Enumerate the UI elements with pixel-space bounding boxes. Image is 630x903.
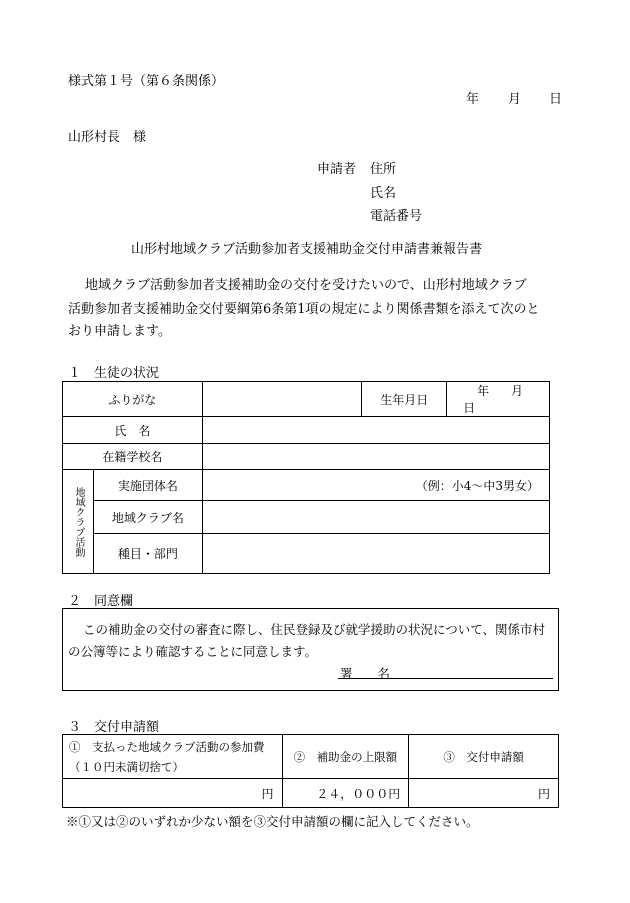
birth-month-label: 月	[510, 384, 523, 398]
school-label: 在籍学校名	[63, 444, 203, 470]
section3-heading: ３ 交付申請額	[68, 720, 160, 735]
org-field[interactable]	[202, 470, 549, 501]
paid-fee-header-line-1: ① 支払った地域クラブ活動の参加費	[69, 739, 265, 754]
form-number: 様式第１号（第６条関係）	[68, 74, 225, 89]
document-title: 山形村地域クラブ活動参加者支援補助金交付申請書兼報告書	[131, 242, 483, 257]
name-row-label: 氏 名	[63, 417, 203, 444]
paid-fee-value[interactable]: 円	[63, 779, 283, 808]
paid-fee-header-line-2: （１０円未満切捨て）	[69, 759, 184, 774]
section1-heading: １ 生徒の状況	[68, 366, 160, 381]
birthdate-field[interactable]	[447, 382, 550, 417]
consent-line-2: の公簿等により確認することに同意します。	[68, 644, 318, 659]
amount-note: ※①又は②のいずれか少ない額を③交付申請額の欄に記入してください。	[66, 814, 479, 829]
signature-line[interactable]	[338, 678, 553, 679]
consent-line-1: この補助金の交付の審査に際し、住民登録及び就学援助の状況について、関係市村	[83, 622, 546, 637]
furigana-label: ふりがな	[63, 382, 203, 417]
phone-label: 電話番号	[370, 209, 423, 224]
birth-day-label: 日	[463, 401, 476, 415]
address-label: 住所	[370, 162, 397, 177]
amount-table	[62, 734, 559, 808]
requested-amount-value[interactable]: 円	[409, 779, 559, 808]
club-name-field[interactable]	[202, 501, 549, 534]
student-status-table	[62, 381, 550, 574]
furigana-field[interactable]	[202, 382, 362, 417]
club-activity-group-label	[63, 470, 94, 574]
name-label: 氏名	[370, 186, 397, 201]
school-field[interactable]	[202, 444, 549, 470]
date-year: 年	[466, 92, 480, 107]
category-field[interactable]	[202, 534, 549, 574]
applicant-label: 申請者	[317, 162, 357, 177]
org-example: （例：小4～中3男女）	[415, 478, 539, 493]
club-activity-vertical-text: 地域クラブ活動	[72, 486, 84, 557]
body-line-3: おり申請します。	[68, 324, 171, 339]
category-label: 種目・部門	[93, 534, 202, 574]
body-line-1: 地域クラブ活動参加者支援補助金の交付を受けたいので、山形村地域クラブ	[85, 278, 527, 293]
birthdate-label: 生年月日	[362, 382, 447, 417]
upper-limit-value: ２４，０００円	[282, 779, 409, 808]
requested-amount-header: ③ 交付申請額	[409, 735, 559, 779]
section2-heading: ２ 同意欄	[68, 594, 134, 609]
paid-fee-header	[63, 735, 283, 779]
upper-limit-header: ② 補助金の上限額	[282, 735, 409, 779]
org-label: 実施団体名	[93, 470, 202, 501]
club-name-label: 地域クラブ名	[93, 501, 202, 534]
birth-year-label: 年	[477, 384, 490, 398]
date-day: 日	[549, 92, 563, 107]
date-month: 月	[508, 92, 522, 107]
name-field[interactable]	[202, 417, 549, 444]
addressee: 山形村長 様	[68, 130, 147, 145]
signature-label: 署 名	[340, 666, 391, 681]
body-line-2: 活動参加者支援補助金交付要綱第6条第1項の規定により関係書類を添えて次のと	[68, 302, 540, 317]
